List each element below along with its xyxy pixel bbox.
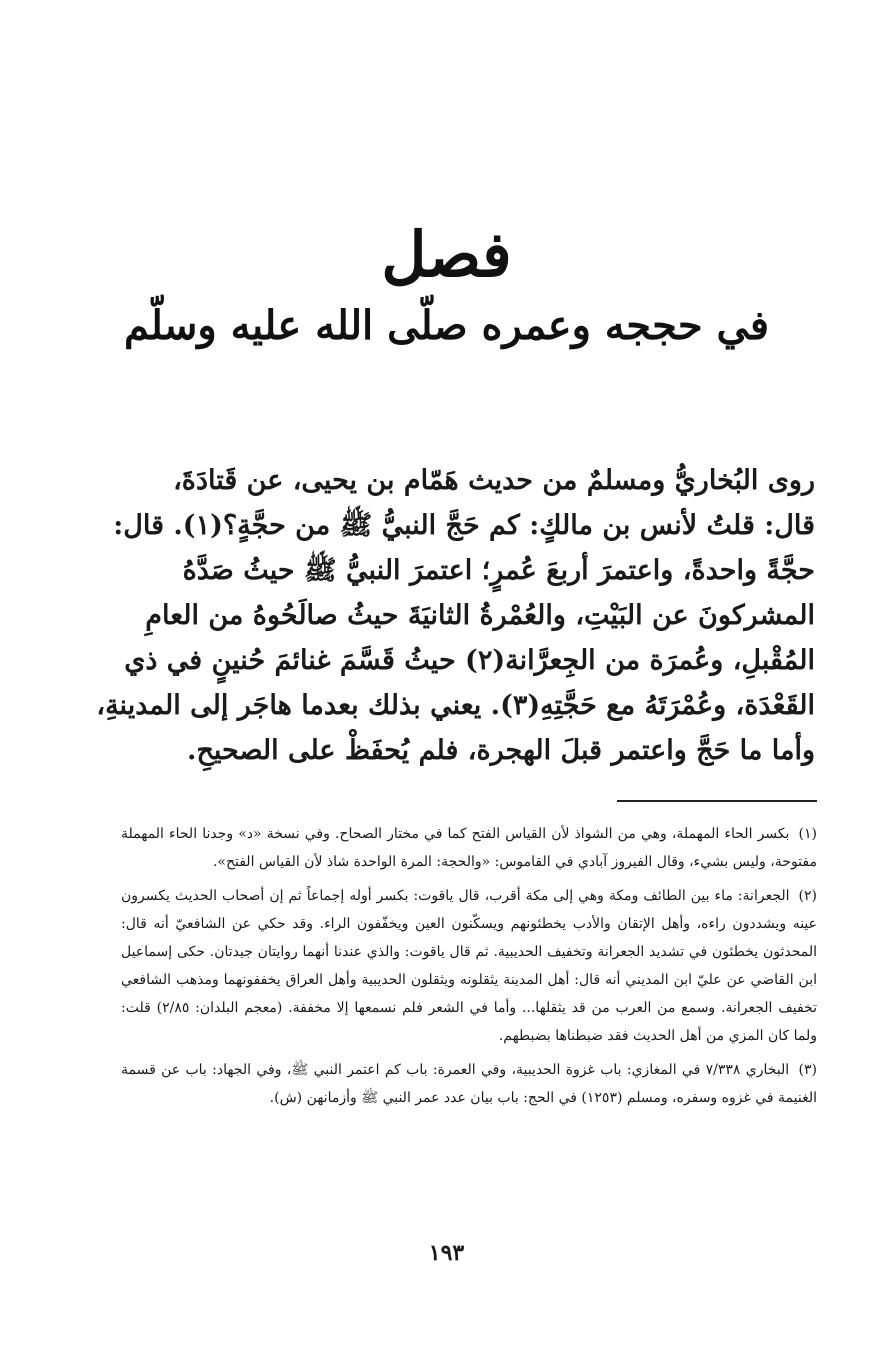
footnote-text: الجعرانة: ماء بين الطائف ومكة وهي إلى مكة أقرب، قال ياقوت: بكسر أوله إجماعاً ثم إن أصحاب الحديث يكسرون عينه ويشددون راءه، وأهل الإتقان والأدب يخطئونهم ويسكّنون العين ويخفّفون الراء. وقد حكي عن الشافعيّ أنه قال: المحدثون يخطئون في تشديد الجعرانة وتخفيف الحديبية. ثم قال ياقوت: والذي عندنا أنهما روايتان جيدتان. حكى إسماعيل ابن القاضي عن عليّ ابن المديني أنه قال: أهل المدينة يثقلونه ويثقلون الحديبية وأهل العراق يخففونهما ومذهب الشافعي تخفيف الجعرانة. وسمع من العرب من قد يثقلها... وأما في الشعر فلم نسمعها إلا مخففة. (معجم البلدان: ٢/٨٥) قلت: ولما كان المزي من أهل الحديث فقد ضبطناها بضبطهم. [121, 888, 817, 1044]
section-heading: فصل [381, 218, 512, 291]
section-subheading: في حججه وعمره صلّى الله عليه وسلّم [123, 302, 770, 349]
footnotes [121, 820, 817, 1118]
footnote-number: (٢) [798, 888, 817, 904]
footnote-separator [617, 800, 817, 802]
footnote-1 [121, 820, 817, 876]
main-text-line: وأما ما حَجَّ واعتمر قبلَ الهجرة، فلم يُحفَظْ على الصحيحِ. [187, 735, 815, 766]
main-text-line: القَعْدَة، وعُمْرَتَهُ مع حَجَّتِهِ(٣). يعني بذلك بعدما هاجَر إلى المدينةِ، [96, 690, 815, 721]
main-text-line: حجَّةً واحدةً، واعتمرَ أربعَ عُمرٍ؛ اعتمرَ النبيُّ ﷺ حيثُ صَدَّهُ [182, 555, 815, 586]
footnote-number: (٣) [798, 1062, 817, 1078]
main-text-line: المشركونَ عن البَيْتِ، والعُمْرةُ الثانيَةَ حيثُ صالَحُوهُ من العامِ [145, 600, 815, 631]
footnote-text: بكسر الحاء المهملة، وهي من الشواذ لأن القياس الفتح كما في مختار الصحاح. وفي نسخة «د» وجدنا الحاء المهملة مفتوحة، وليس بشيء، وقال الفيروز آبادي في القاموس: «والحجة: المرة الواحدة شاذ لأن القياس الفتح». [121, 826, 817, 870]
footnote-text: البخاري ٧/٣٣٨ في المغازي: باب غزوة الحديبية، وفي العمرة: باب كم اعتمر النبي ﷺ، وفي الجهاد: باب عن قسمة الغنيمة في غزوه وسفره، ومسلم (١٢٥٣) في الحج: باب بيان عدد عمر النبي ﷺ وأزمانهن (ش). [121, 1062, 817, 1106]
footnote-2 [121, 882, 817, 1050]
page-number: ١٩٣ [428, 1240, 465, 1266]
footnote-3 [121, 1056, 817, 1112]
main-text-line: المُقْبلِ، وعُمرَة من الجِعرَّانة(٢) حيثُ قَسَّمَ غنائمَ حُنينٍ في ذي [124, 645, 815, 676]
main-text-line: قال: قلتُ لأنس بن مالكٍ: كم حَجَّ النبيُّ ﷺ من حجَّةٍ؟(١). قال: [113, 510, 815, 541]
footnote-number: (١) [798, 826, 817, 842]
main-text [96, 458, 815, 773]
main-text-line: روى البُخاريُّ ومسلمٌ من حديث هَمّام بن يحيى، عن قَتادَةَ، [173, 465, 815, 496]
